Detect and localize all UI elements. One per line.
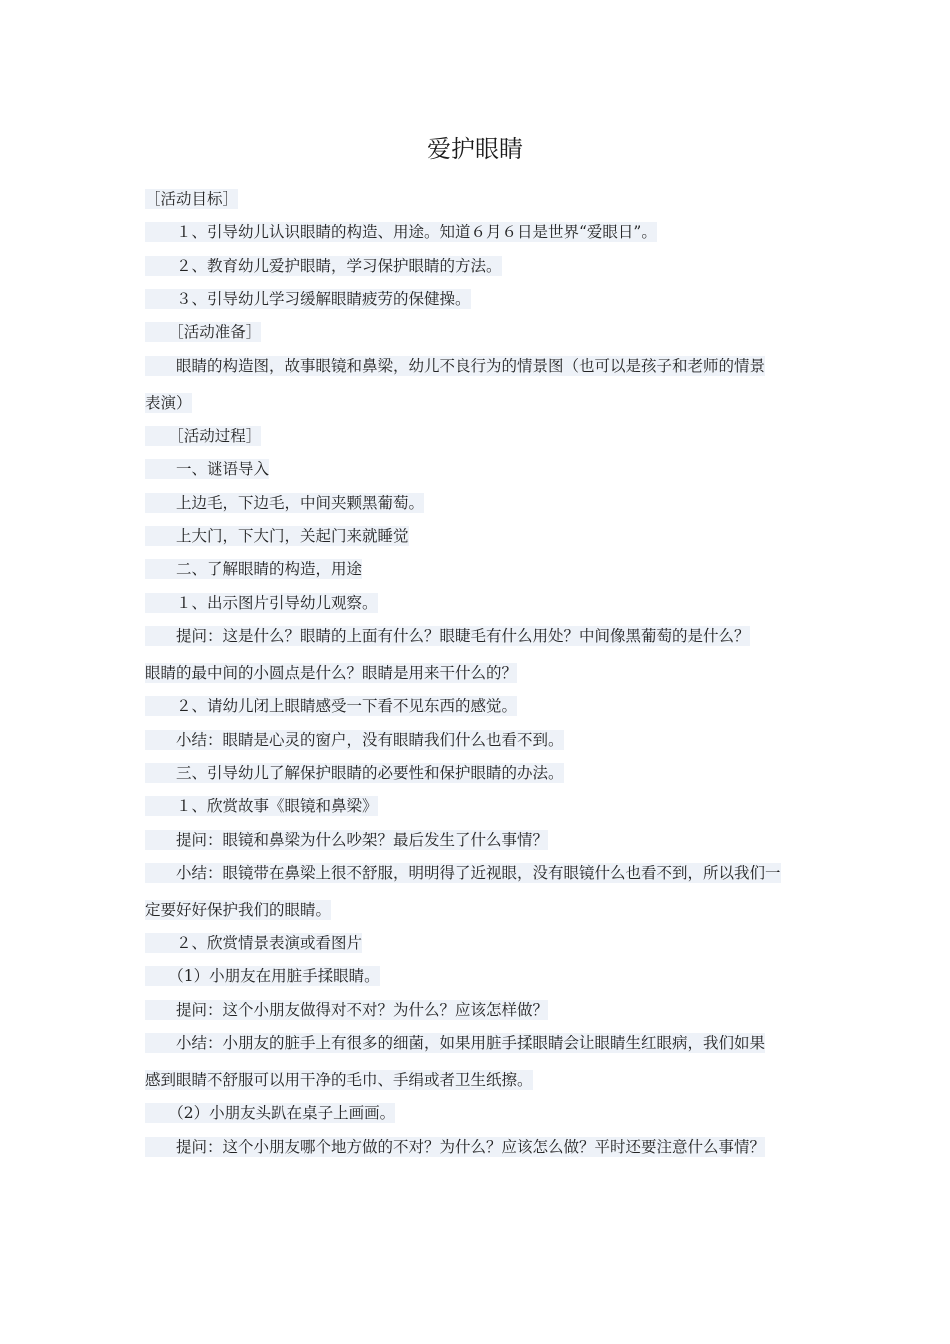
riddle-line-1: 上边毛，下边毛，中间夹颗黑葡萄。 — [145, 494, 425, 512]
step-3-item-2: ２、欣赏情景表演或看图片 — [145, 934, 363, 952]
scene-1-summary-line-2: 感到眼睛不舒服可以用干净的毛巾、手绢或者卫生纸擦。 — [145, 1071, 533, 1089]
scene-1-question: 提问：这个小朋友做得对不对？为什么？应该怎样做？ — [145, 1001, 549, 1019]
story-summary-line-1: 小结：眼镜带在鼻梁上很不舒服，明明得了近视眼，没有眼镜什么也看不到，所以我们一 — [145, 864, 781, 882]
goal-item-3: ３、引导幼儿学习缓解眼睛疲劳的保健操。 — [145, 290, 471, 308]
story-summary-line-2: 定要好好保护我们的眼睛。 — [145, 901, 332, 919]
step-3-item-1: １、欣赏故事《眼镜和鼻梁》 — [145, 797, 378, 815]
summary-line-1: 小结：眼睛是心灵的窗户，没有眼睛我们什么也看不到。 — [145, 731, 564, 749]
scene-1-summary-line-1: 小结：小朋友的脏手上有很多的细菌，如果用脏手揉眼睛会让眼睛生红眼病，我们如果 — [145, 1034, 766, 1052]
step-2-item-1: １、出示图片引导幼儿观察。 — [145, 594, 378, 612]
section-heading-preparation: ［活动准备］ — [145, 323, 262, 341]
goal-item-1: １、引导幼儿认识眼睛的构造、用途。知道６月６日是世界“爱眼日”。 — [145, 223, 657, 241]
question-line-2: 眼睛的最中间的小圆点是什么？眼睛是用来干什么的？ — [145, 664, 518, 682]
section-heading-goals: ［活动目标］ — [145, 190, 239, 208]
process-step-2-heading: 二、了解眼睛的构造，用途 — [145, 560, 363, 578]
section-heading-process: ［活动过程］ — [145, 427, 262, 445]
question-line-1: 提问：这是什么？眼睛的上面有什么？眼睫毛有什么用处？中间像黑葡萄的是什么？ — [145, 627, 750, 645]
scene-2-question: 提问：这个小朋友哪个地方做的不对？为什么？应该怎么做？平时还要注意什么事情？ — [145, 1138, 766, 1156]
scene-1: （1）小朋友在用脏手揉眼睛。 — [145, 967, 380, 985]
preparation-text-line-1: 眼睛的构造图，故事眼镜和鼻梁，幼儿不良行为的情景图（也可以是孩子和老师的情景 — [145, 357, 766, 375]
process-step-1-heading: 一、谜语导入 — [145, 460, 270, 478]
page-title: 爱护眼睛 — [427, 135, 523, 163]
story-question: 提问：眼镜和鼻梁为什么吵架？最后发生了什么事情？ — [145, 831, 549, 849]
preparation-text-line-2: 表演） — [145, 394, 192, 412]
scene-2: （2）小朋友头趴在桌子上画画。 — [145, 1104, 396, 1122]
riddle-line-2: 上大门，下大门，关起门来就睡觉 — [145, 527, 409, 545]
step-2-item-2: ２、请幼儿闭上眼睛感受一下看不见东西的感觉。 — [145, 697, 518, 715]
goal-item-2: ２、教育幼儿爱护眼睛，学习保护眼睛的方法。 — [145, 257, 502, 275]
process-step-3-heading: 三、引导幼儿了解保护眼睛的必要性和保护眼睛的办法。 — [145, 764, 564, 782]
